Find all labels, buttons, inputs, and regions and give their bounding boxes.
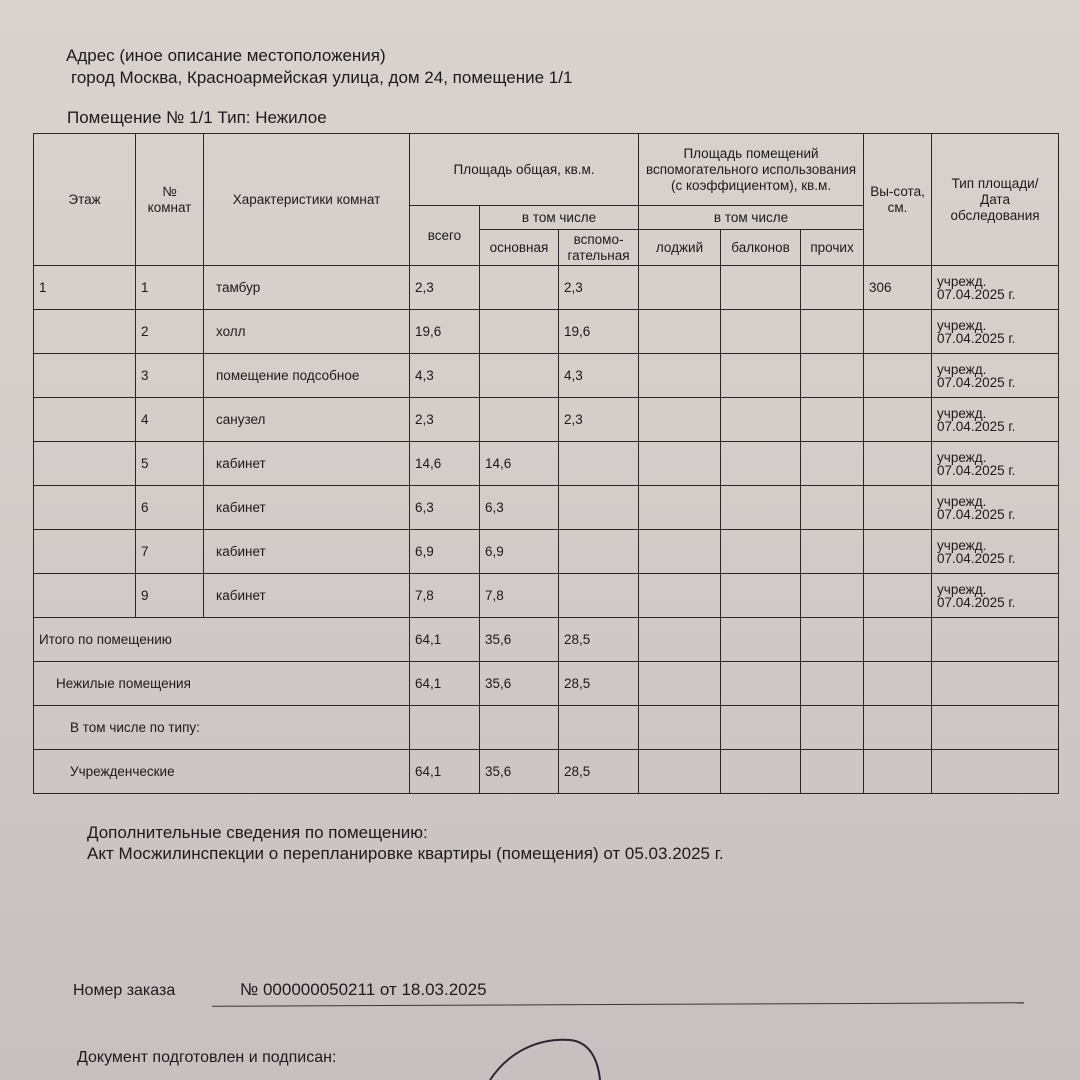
loggias-cell bbox=[639, 662, 721, 706]
total-cell: 64,1 bbox=[410, 662, 480, 706]
area-type: учрежд. bbox=[937, 537, 987, 553]
totals-label: В том числе по типу: bbox=[34, 706, 410, 750]
header-loggias: лоджий bbox=[639, 230, 721, 266]
table-row bbox=[34, 354, 1059, 398]
table-row bbox=[34, 310, 1059, 354]
room-no-cell: 7 bbox=[136, 530, 204, 574]
floor-cell: 1 bbox=[34, 266, 136, 310]
loggias-cell bbox=[639, 266, 721, 310]
type-date-cell bbox=[932, 486, 1059, 530]
area-type: учрежд. bbox=[937, 317, 987, 333]
loggias-cell bbox=[639, 618, 721, 662]
balconies-cell bbox=[721, 750, 801, 794]
header-room-no: № комнат bbox=[136, 134, 204, 266]
balconies-cell bbox=[721, 486, 801, 530]
floor-cell bbox=[34, 398, 136, 442]
other-cell bbox=[801, 266, 864, 310]
room-name-cell: помещение подсобное bbox=[204, 354, 410, 398]
height-cell bbox=[864, 574, 932, 618]
room-no-cell: 3 bbox=[136, 354, 204, 398]
total-cell: 4,3 bbox=[410, 354, 480, 398]
floor-cell bbox=[34, 442, 136, 486]
header-balconies: балконов bbox=[721, 230, 801, 266]
loggias-cell bbox=[639, 706, 721, 750]
main-cell: 6,9 bbox=[480, 530, 559, 574]
type-date-cell bbox=[932, 618, 1059, 662]
totals-row bbox=[34, 750, 1059, 794]
address-label: Адрес (иное описание местоположения) bbox=[66, 46, 386, 65]
height-cell bbox=[864, 486, 932, 530]
signature-icon bbox=[480, 1030, 620, 1080]
balconies-cell bbox=[721, 662, 801, 706]
totals-row bbox=[34, 706, 1059, 750]
main-cell: 7,8 bbox=[480, 574, 559, 618]
total-cell: 6,3 bbox=[410, 486, 480, 530]
type-date-cell bbox=[932, 574, 1059, 618]
rooms-table bbox=[33, 133, 1059, 794]
total-cell: 2,3 bbox=[410, 398, 480, 442]
header-type-date: Тип площади/ Дата обследования bbox=[932, 134, 1059, 266]
balconies-cell bbox=[721, 266, 801, 310]
aux-cell bbox=[559, 574, 639, 618]
type-date-cell bbox=[932, 354, 1059, 398]
room-name-cell: кабинет bbox=[204, 530, 410, 574]
loggias-cell bbox=[639, 574, 721, 618]
main-cell bbox=[480, 354, 559, 398]
aux-cell: 28,5 bbox=[559, 662, 639, 706]
header-auxiliary: вспомо-гательная bbox=[559, 230, 639, 266]
height-cell bbox=[864, 750, 932, 794]
order-underline bbox=[212, 1002, 1024, 1007]
main-cell bbox=[480, 706, 559, 750]
main-cell: 35,6 bbox=[480, 618, 559, 662]
aux-cell: 4,3 bbox=[559, 354, 639, 398]
room-name-cell: кабинет bbox=[204, 442, 410, 486]
order-value: № 000000050211 от 18.03.2025 bbox=[240, 980, 487, 999]
balconies-cell bbox=[721, 442, 801, 486]
aux-cell: 28,5 bbox=[559, 750, 639, 794]
loggias-cell bbox=[639, 310, 721, 354]
room-name-cell: тамбур bbox=[204, 266, 410, 310]
aux-cell: 2,3 bbox=[559, 266, 639, 310]
main-cell: 14,6 bbox=[480, 442, 559, 486]
header-total-area: Площадь общая, кв.м. bbox=[410, 134, 639, 206]
other-cell bbox=[801, 662, 864, 706]
type-date-cell bbox=[932, 266, 1059, 310]
other-cell bbox=[801, 442, 864, 486]
total-cell: 19,6 bbox=[410, 310, 480, 354]
additional-text: Акт Мосжилинспекции о перепланировке квартиры (помещения) от 05.03.2025 г. bbox=[87, 844, 724, 863]
survey-date: 07.04.2025 г. bbox=[937, 550, 1016, 566]
main-cell: 35,6 bbox=[480, 662, 559, 706]
floor-cell bbox=[34, 354, 136, 398]
height-cell: 306 bbox=[864, 266, 932, 310]
room-no-cell: 5 bbox=[136, 442, 204, 486]
signed-label: Документ подготовлен и подписан: bbox=[77, 1049, 337, 1066]
totals-label: Нежилые помещения bbox=[34, 662, 410, 706]
totals-row bbox=[34, 662, 1059, 706]
type-date-cell bbox=[932, 662, 1059, 706]
totals-row bbox=[34, 618, 1059, 662]
room-name-cell: кабинет bbox=[204, 486, 410, 530]
height-cell bbox=[864, 354, 932, 398]
aux-cell: 2,3 bbox=[559, 398, 639, 442]
table-row bbox=[34, 266, 1059, 310]
main-cell: 35,6 bbox=[480, 750, 559, 794]
survey-date: 07.04.2025 г. bbox=[937, 594, 1016, 610]
area-type: учрежд. bbox=[937, 493, 987, 509]
height-cell bbox=[864, 706, 932, 750]
main-cell: 6,3 bbox=[480, 486, 559, 530]
height-cell bbox=[864, 618, 932, 662]
other-cell bbox=[801, 398, 864, 442]
additional-label: Дополнительные сведения по помещению: bbox=[87, 823, 428, 842]
balconies-cell bbox=[721, 618, 801, 662]
header-aux-area: Площадь помещений вспомогательного использования (с коэффициентом), кв.м. bbox=[639, 134, 864, 206]
header-other: прочих bbox=[801, 230, 864, 266]
other-cell bbox=[801, 486, 864, 530]
total-cell: 64,1 bbox=[410, 618, 480, 662]
other-cell bbox=[801, 530, 864, 574]
floor-cell bbox=[34, 486, 136, 530]
other-cell bbox=[801, 750, 864, 794]
header-total: всего bbox=[410, 206, 480, 266]
survey-date: 07.04.2025 г. bbox=[937, 506, 1016, 522]
total-cell: 6,9 bbox=[410, 530, 480, 574]
totals-label: Учрежденческие bbox=[34, 750, 410, 794]
premises-title: Помещение № 1/1 Тип: Нежилое bbox=[67, 108, 327, 127]
area-type: учрежд. bbox=[937, 449, 987, 465]
loggias-cell bbox=[639, 398, 721, 442]
aux-cell bbox=[559, 486, 639, 530]
table-row bbox=[34, 486, 1059, 530]
aux-cell: 28,5 bbox=[559, 618, 639, 662]
address-block bbox=[66, 45, 572, 89]
room-name-cell: кабинет bbox=[204, 574, 410, 618]
main-cell bbox=[480, 310, 559, 354]
table-row bbox=[34, 398, 1059, 442]
total-cell bbox=[410, 706, 480, 750]
balconies-cell bbox=[721, 310, 801, 354]
balconies-cell bbox=[721, 574, 801, 618]
loggias-cell bbox=[639, 750, 721, 794]
loggias-cell bbox=[639, 530, 721, 574]
room-no-cell: 9 bbox=[136, 574, 204, 618]
main-cell bbox=[480, 266, 559, 310]
table-row bbox=[34, 530, 1059, 574]
survey-date: 07.04.2025 г. bbox=[937, 330, 1016, 346]
room-no-cell: 4 bbox=[136, 398, 204, 442]
room-no-cell: 2 bbox=[136, 310, 204, 354]
survey-date: 07.04.2025 г. bbox=[937, 418, 1016, 434]
aux-cell bbox=[559, 706, 639, 750]
balconies-cell bbox=[721, 354, 801, 398]
survey-date: 07.04.2025 г. bbox=[937, 374, 1016, 390]
table-row bbox=[34, 574, 1059, 618]
header-height: Вы-сота, см. bbox=[864, 134, 932, 266]
additional-info bbox=[87, 822, 724, 864]
area-type: учрежд. bbox=[937, 273, 987, 289]
header-including: в том числе bbox=[480, 206, 639, 230]
other-cell bbox=[801, 574, 864, 618]
other-cell bbox=[801, 310, 864, 354]
floor-cell bbox=[34, 574, 136, 618]
total-cell: 7,8 bbox=[410, 574, 480, 618]
aux-cell: 19,6 bbox=[559, 310, 639, 354]
type-date-cell bbox=[932, 750, 1059, 794]
totals-label: Итого по помещению bbox=[34, 618, 410, 662]
total-cell: 64,1 bbox=[410, 750, 480, 794]
aux-cell bbox=[559, 442, 639, 486]
type-date-cell bbox=[932, 398, 1059, 442]
survey-date: 07.04.2025 г. bbox=[937, 462, 1016, 478]
loggias-cell bbox=[639, 442, 721, 486]
survey-date: 07.04.2025 г. bbox=[937, 286, 1016, 302]
header-aux-including: в том числе bbox=[639, 206, 864, 230]
aux-cell bbox=[559, 530, 639, 574]
height-cell bbox=[864, 310, 932, 354]
height-cell bbox=[864, 442, 932, 486]
height-cell bbox=[864, 530, 932, 574]
other-cell bbox=[801, 618, 864, 662]
floor-cell bbox=[34, 530, 136, 574]
room-no-cell: 1 bbox=[136, 266, 204, 310]
floor-cell bbox=[34, 310, 136, 354]
loggias-cell bbox=[639, 486, 721, 530]
address-value: город Москва, Красноармейская улица, дом 24, помещение 1/1 bbox=[71, 68, 573, 87]
other-cell bbox=[801, 706, 864, 750]
room-no-cell: 6 bbox=[136, 486, 204, 530]
area-type: учрежд. bbox=[937, 405, 987, 421]
table-row bbox=[34, 442, 1059, 486]
balconies-cell bbox=[721, 706, 801, 750]
room-name-cell: санузел bbox=[204, 398, 410, 442]
area-type: учрежд. bbox=[937, 581, 987, 597]
other-cell bbox=[801, 354, 864, 398]
balconies-cell bbox=[721, 530, 801, 574]
area-type: учрежд. bbox=[937, 361, 987, 377]
header-main: основная bbox=[480, 230, 559, 266]
height-cell bbox=[864, 398, 932, 442]
order-label: Номер заказа bbox=[73, 982, 176, 999]
type-date-cell bbox=[932, 706, 1059, 750]
header-characteristics: Характеристики комнат bbox=[204, 134, 410, 266]
main-cell bbox=[480, 398, 559, 442]
type-date-cell bbox=[932, 310, 1059, 354]
balconies-cell bbox=[721, 398, 801, 442]
total-cell: 2,3 bbox=[410, 266, 480, 310]
type-date-cell bbox=[932, 530, 1059, 574]
type-date-cell bbox=[932, 442, 1059, 486]
loggias-cell bbox=[639, 354, 721, 398]
total-cell: 14,6 bbox=[410, 442, 480, 486]
height-cell bbox=[864, 662, 932, 706]
room-name-cell: холл bbox=[204, 310, 410, 354]
header-floor: Этаж bbox=[34, 134, 136, 266]
